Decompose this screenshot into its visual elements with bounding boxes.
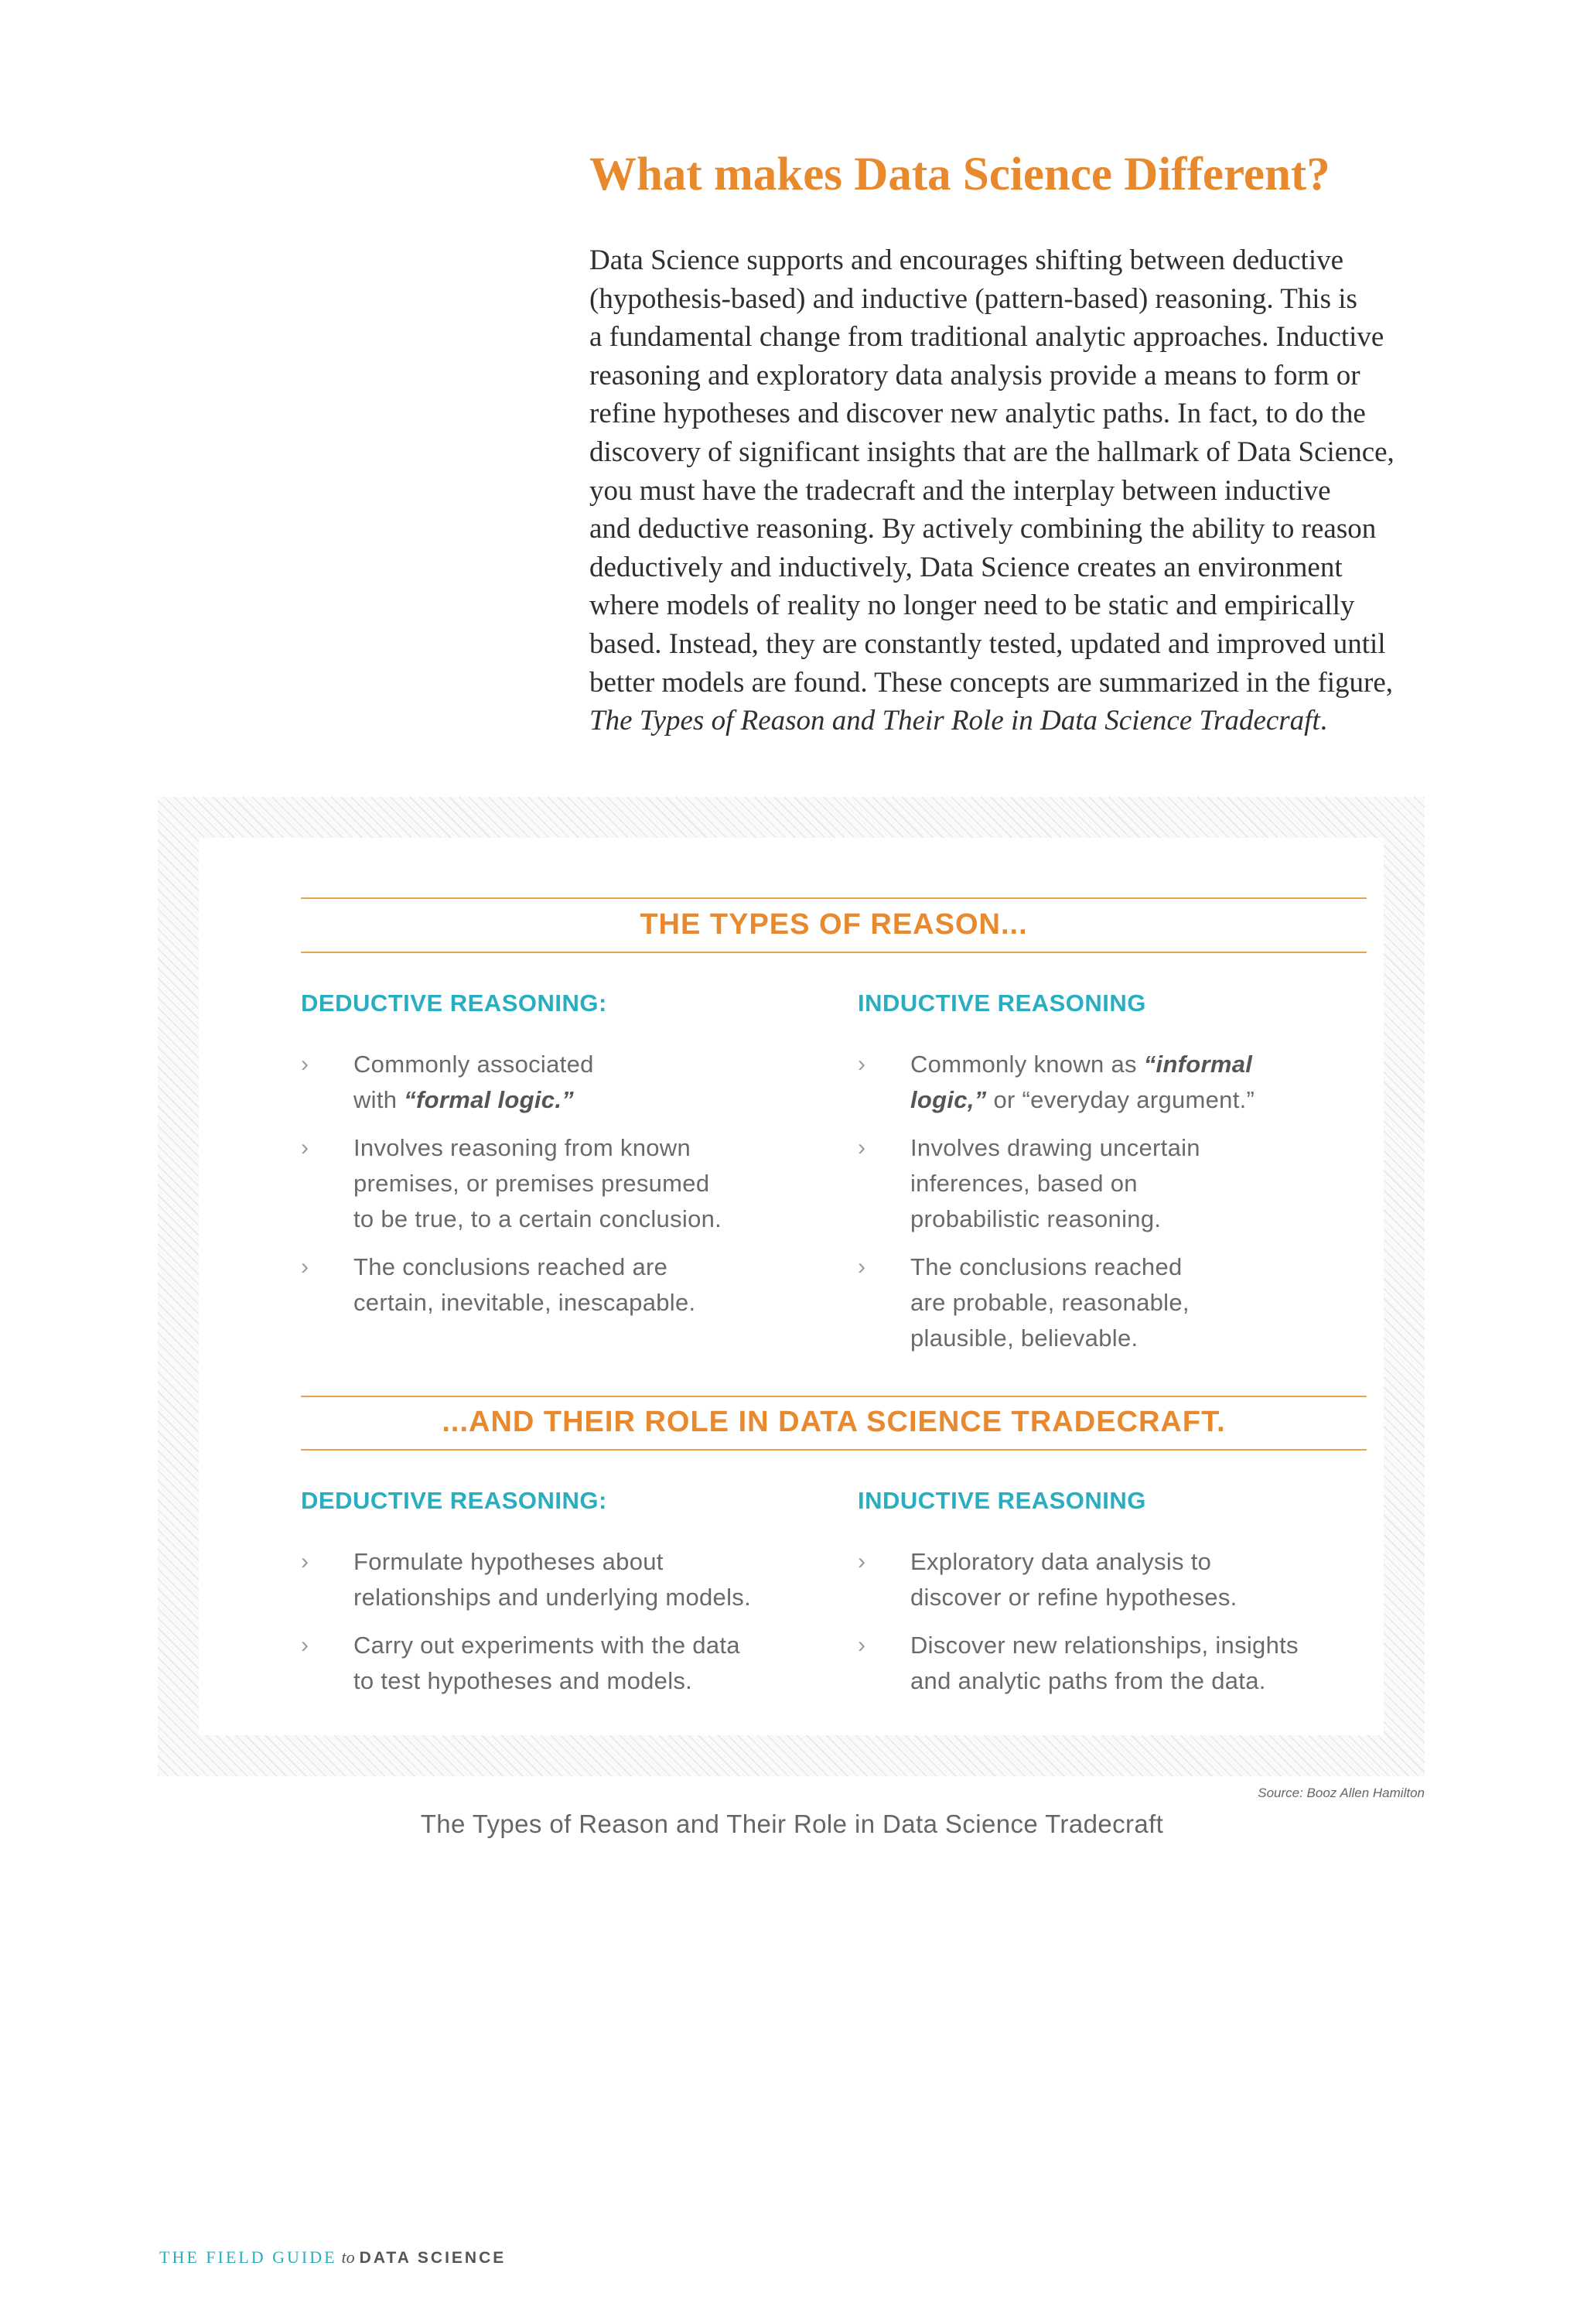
bullet-text (910, 1628, 1343, 1699)
chevron-right-icon: › (858, 1632, 866, 1658)
paragraph-line: discovery of significant insights that are the hallmark of Data Science, (589, 436, 1395, 468)
section-title-types-of-reason: THE TYPES OF REASON... (640, 908, 1028, 941)
footer-title: THE FIELD GUIDE (159, 2247, 337, 2267)
bullet-line: are probable, reasonable, (910, 1289, 1190, 1316)
bullet-line: probabilistic reasoning. (910, 1205, 1162, 1232)
chevron-right-icon: › (858, 1135, 866, 1160)
bullet-text (353, 1544, 787, 1615)
bullet-text (910, 1249, 1343, 1356)
bullet-text (910, 1047, 1343, 1118)
bullet-line: Exploratory data analysis to (910, 1548, 1212, 1575)
figure-panel (199, 838, 1384, 1735)
bullet-line: Discover new relationships, insights (910, 1632, 1299, 1659)
bullet-line: inferences, based on (910, 1170, 1138, 1197)
figure-caption: The Types of Reason and Their Role in Data Science Tradecraft (420, 1810, 1164, 1838)
bullet-line: to test hypotheses and models. (353, 1667, 693, 1694)
intro-paragraph (589, 241, 1456, 740)
bullet-line: and analytic paths from the data. (910, 1667, 1266, 1694)
bullet-line: Commonly associated (353, 1051, 594, 1078)
bullet-line: Involves drawing uncertain (910, 1134, 1200, 1161)
paragraph-line: better models are found. These concepts are summarized in the figure, (589, 666, 1394, 699)
paragraph-line: refine hypotheses and discover new analytic paths. In fact, to do the (589, 398, 1366, 430)
emphasis-text: “informal (1143, 1051, 1253, 1078)
bullet-line: premises, or premises presumed (353, 1170, 710, 1197)
bullet-text (353, 1130, 787, 1237)
bullet-line-text: or “everyday argument.” (986, 1086, 1255, 1113)
chevron-right-icon: › (858, 1549, 866, 1574)
paragraph-line (589, 702, 1456, 740)
paragraph-line: where models of reality no longer need to be static and empirically (589, 590, 1355, 622)
chevron-right-icon: › (301, 1549, 309, 1574)
bullet-line: discover or refine hypotheses. (910, 1584, 1238, 1611)
section-rule-top (301, 1396, 1367, 1397)
bullet-line: certain, inevitable, inescapable. (353, 1289, 696, 1316)
bullet-line: relationships and underlying models. (353, 1584, 751, 1611)
page-heading: What makes Data Science Different? (589, 149, 1330, 200)
bullet-text (353, 1047, 787, 1118)
chevron-right-icon: › (301, 1051, 309, 1077)
section-title-data-science-tradecraft: ...AND THEIR ROLE IN DATA SCIENCE TRADECRAFT. (442, 1406, 1226, 1438)
section-rule-bottom (301, 1449, 1367, 1451)
chevron-right-icon: › (301, 1254, 309, 1280)
paragraph-line: (hypothesis-based) and inductive (pattern-based) reasoning. This is (589, 282, 1357, 315)
bullet-text (353, 1249, 787, 1321)
paragraph-line: you must have the tradecraft and the interplay between inductive (589, 474, 1331, 507)
bullet-line (353, 1082, 787, 1118)
deductive-heading: DEDUCTIVE REASONING: (301, 1487, 607, 1514)
figure-hatched-frame (158, 797, 1425, 1776)
paragraph-line: Data Science supports and encourages shifting between deductive (589, 244, 1344, 276)
chevron-right-icon: › (301, 1632, 309, 1658)
section-rule-bottom (301, 952, 1367, 953)
bullet-line: to be true, to a certain conclusion. (353, 1205, 722, 1232)
paragraph-line: reasoning and exploratory data analysis provide a means to form or (589, 359, 1360, 391)
bullet-text (353, 1628, 787, 1699)
inductive-heading: INDUCTIVE REASONING (858, 989, 1146, 1017)
page-footer (159, 2247, 506, 2268)
bullet-line: The conclusions reached (910, 1253, 1183, 1280)
bullet-line-text: with (353, 1086, 405, 1113)
bullet-line (910, 1047, 1343, 1082)
paragraph-line: a fundamental change from traditional analytic approaches. Inductive (589, 321, 1384, 354)
emphasis-text: logic,” (910, 1086, 987, 1113)
emphasis-text: “formal logic.” (404, 1086, 575, 1113)
sentence-end: . (1319, 705, 1327, 737)
bullet-line: Carry out experiments with the data (353, 1632, 740, 1659)
deductive-heading: DEDUCTIVE REASONING: (301, 989, 607, 1017)
chevron-right-icon: › (858, 1254, 866, 1280)
paragraph-line: based. Instead, they are constantly tested, updated and improved until (589, 627, 1386, 660)
footer-subject: DATA SCIENCE (359, 2249, 507, 2267)
bullet-line: The conclusions reached are (353, 1253, 668, 1280)
bullet-text (910, 1544, 1343, 1615)
bullet-line-text: Commonly known as (910, 1051, 1144, 1078)
footer-connector: to (341, 2247, 355, 2267)
figure-source: Source: Booz Allen Hamilton (1258, 1786, 1425, 1800)
chevron-right-icon: › (301, 1135, 309, 1160)
figure-reference: The Types of Reason and Their Role in Data Science Tradecraft (589, 705, 1320, 737)
bullet-line: Involves reasoning from known (353, 1134, 691, 1161)
bullet-line (910, 1082, 1343, 1118)
bullet-text (910, 1130, 1343, 1237)
bullet-line: plausible, believable. (910, 1324, 1138, 1352)
section-rule-top (301, 897, 1367, 899)
paragraph-line: deductively and inductively, Data Science creates an environment (589, 551, 1343, 583)
chevron-right-icon: › (858, 1051, 866, 1077)
paragraph-line: and deductive reasoning. By actively combining the ability to reason (589, 513, 1377, 545)
bullet-line: Formulate hypotheses about (353, 1548, 664, 1575)
inductive-heading: INDUCTIVE REASONING (858, 1487, 1146, 1514)
